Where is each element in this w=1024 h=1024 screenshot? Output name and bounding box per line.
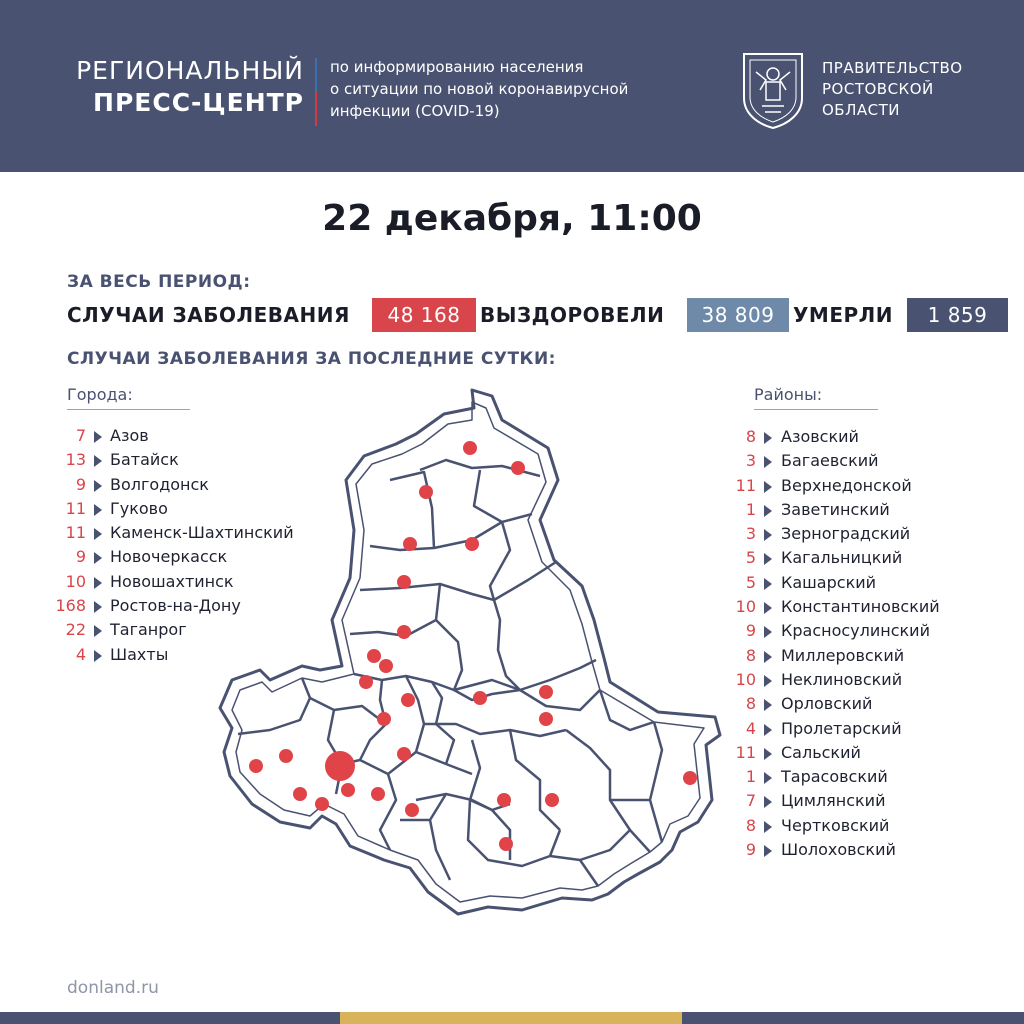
footer-bar-left	[0, 1012, 340, 1024]
city-name: Шахты	[110, 644, 169, 664]
report-date: 22 декабря, 11:00	[322, 198, 702, 239]
case-count: 3	[745, 451, 756, 471]
coat-of-arms-icon	[740, 50, 806, 130]
case-marker	[397, 625, 411, 639]
case-count: 11	[735, 742, 756, 762]
district-name: Кагальницкий	[781, 548, 903, 568]
district-item	[700, 522, 1000, 546]
description-line: инфекции (COVID-19)	[330, 102, 500, 120]
case-count: 9	[75, 547, 86, 567]
district-name: Орловский	[781, 694, 873, 714]
government-line: ОБЛАСТИ	[822, 101, 900, 119]
deaths-value-badge: 1 859	[907, 298, 1008, 332]
case-marker	[341, 783, 355, 797]
government-line: РОСТОВСКОЙ	[822, 80, 934, 98]
case-marker	[539, 685, 553, 699]
case-marker	[403, 537, 417, 551]
case-marker	[419, 485, 433, 499]
case-marker	[397, 575, 411, 589]
city-name: Ростов-на-Дону	[110, 596, 241, 616]
triangle-right-icon	[94, 504, 102, 516]
city-name: Каменск-Шахтинский	[110, 523, 294, 543]
title-line1: РЕГИОНАЛЬНЫЙ	[76, 56, 304, 85]
districts-title: Районы:	[754, 385, 823, 404]
case-count: 5	[745, 572, 756, 592]
district-item	[700, 644, 1000, 668]
case-count: 1	[745, 767, 756, 787]
case-marker	[401, 693, 415, 707]
district-item	[700, 814, 1000, 838]
case-count: 22	[65, 620, 86, 640]
triangle-right-icon	[94, 455, 102, 467]
case-count: 9	[745, 621, 756, 641]
district-name: Зерноградский	[781, 524, 911, 544]
title-line2: ПРЕСС-ЦЕНТР	[93, 88, 304, 117]
districts-rule	[754, 409, 878, 410]
district-item	[700, 595, 1000, 619]
triangle-right-icon	[94, 431, 102, 443]
triangle-right-icon	[94, 601, 102, 613]
district-name: Верхнедонской	[781, 475, 912, 495]
district-name: Тарасовский	[781, 767, 888, 787]
case-count: 8	[745, 427, 756, 446]
case-marker	[371, 787, 385, 801]
case-count: 10	[735, 597, 756, 617]
case-marker	[315, 797, 329, 811]
triangle-right-icon	[764, 772, 772, 784]
district-item	[700, 717, 1000, 741]
case-marker	[379, 659, 393, 673]
case-count: 10	[735, 669, 756, 689]
last-day-title: СЛУЧАИ ЗАБОЛЕВАНИЯ ЗА ПОСЛЕДНИЕ СУТКИ:	[67, 349, 556, 369]
triangle-right-icon	[764, 553, 772, 565]
case-count: 1	[745, 499, 756, 519]
case-count: 11	[65, 498, 86, 518]
cities-rule	[67, 409, 190, 410]
case-marker	[545, 793, 559, 807]
case-marker	[499, 837, 513, 851]
cities-title: Города:	[67, 385, 133, 404]
district-name: Сальский	[781, 742, 861, 762]
case-count: 8	[745, 645, 756, 665]
deaths-label: УМЕРЛИ	[793, 303, 893, 327]
district-name: Красносулинский	[781, 621, 930, 641]
triangle-right-icon	[764, 651, 772, 663]
triangle-right-icon	[764, 821, 772, 833]
triangle-right-icon	[94, 650, 102, 662]
case-count: 8	[745, 694, 756, 714]
triangle-right-icon	[764, 529, 772, 541]
case-marker	[325, 751, 355, 781]
triangle-right-icon	[764, 724, 772, 736]
case-count: 4	[75, 644, 86, 664]
region-map	[210, 380, 740, 920]
triangle-right-icon	[764, 699, 772, 711]
recovered-label: ВЫЗДОРОВЕЛИ	[480, 303, 665, 327]
case-marker	[405, 803, 419, 817]
district-item	[700, 474, 1000, 498]
case-count: 10	[65, 571, 86, 591]
case-marker	[279, 749, 293, 763]
triangle-right-icon	[94, 577, 102, 589]
government-line: ПРАВИТЕЛЬСТВО	[822, 59, 963, 77]
case-count: 11	[735, 475, 756, 495]
district-item	[700, 571, 1000, 595]
city-name: Гуково	[110, 498, 168, 518]
triangle-right-icon	[94, 480, 102, 492]
description-line: по информированию населения	[330, 58, 584, 76]
footer-bar-middle	[340, 1012, 682, 1024]
district-item	[700, 668, 1000, 692]
case-marker	[511, 461, 525, 475]
footer-url[interactable]: donland.ru	[67, 978, 159, 998]
case-count: 168	[55, 596, 86, 616]
triangle-right-icon	[764, 626, 772, 638]
case-count: 11	[65, 523, 86, 543]
district-item	[700, 546, 1000, 570]
district-name: Кашарский	[781, 572, 877, 592]
district-item	[700, 449, 1000, 473]
triangle-right-icon	[94, 552, 102, 564]
district-item	[700, 425, 1000, 449]
district-name: Багаевский	[781, 451, 879, 471]
triangle-right-icon	[764, 481, 772, 493]
cases-label: СЛУЧАИ ЗАБОЛЕВАНИЯ	[67, 303, 350, 327]
case-marker	[377, 712, 391, 726]
district-item	[700, 692, 1000, 716]
triangle-right-icon	[764, 796, 772, 808]
case-count: 13	[65, 450, 86, 470]
city-name: Волгодонск	[110, 474, 209, 494]
case-marker	[293, 787, 307, 801]
case-count: 8	[745, 815, 756, 835]
district-name: Заветинский	[781, 499, 890, 519]
city-name: Азов	[110, 426, 149, 445]
district-item	[700, 838, 1000, 862]
recovered-value-badge: 38 809	[687, 298, 789, 332]
district-borders	[238, 460, 662, 886]
case-marker	[465, 537, 479, 551]
triangle-right-icon	[764, 505, 772, 517]
cases-value-badge: 48 168	[372, 298, 476, 332]
district-name: Миллеровский	[781, 645, 905, 665]
district-name: Цимлянский	[781, 791, 886, 811]
government-label	[822, 58, 963, 121]
header-banner	[0, 0, 1024, 172]
city-name: Новочеркасск	[110, 547, 228, 567]
description-line: о ситуации по новой коронавирусной	[330, 80, 629, 98]
case-marker	[367, 649, 381, 663]
district-item	[700, 789, 1000, 813]
triangle-right-icon	[764, 675, 772, 687]
district-name: Пролетарский	[781, 718, 902, 738]
district-name: Чертковский	[781, 815, 890, 835]
triangle-right-icon	[764, 748, 772, 760]
case-marker	[497, 793, 511, 807]
triangle-right-icon	[94, 625, 102, 637]
case-count: 9	[745, 840, 756, 860]
case-count: 3	[745, 524, 756, 544]
case-marker	[359, 675, 373, 689]
case-count: 9	[75, 474, 86, 494]
case-marker	[473, 691, 487, 705]
district-item	[700, 498, 1000, 522]
district-item	[700, 741, 1000, 765]
case-marker	[249, 759, 263, 773]
case-marker	[683, 771, 697, 785]
triangle-right-icon	[764, 432, 772, 444]
triangle-right-icon	[94, 528, 102, 540]
case-marker	[463, 441, 477, 455]
footer-bar-right	[682, 1012, 1024, 1024]
district-name: Константиновский	[781, 597, 940, 617]
districts-list	[700, 425, 1000, 862]
district-name: Азовский	[781, 427, 859, 446]
triangle-right-icon	[764, 602, 772, 614]
press-center-title	[58, 54, 304, 118]
triangle-right-icon	[764, 845, 772, 857]
case-count: 4	[745, 718, 756, 738]
city-name: Батайск	[110, 450, 179, 470]
case-count: 7	[75, 426, 86, 445]
district-item	[700, 619, 1000, 643]
header-separator	[315, 58, 317, 126]
city-name: Новошахтинск	[110, 571, 234, 591]
case-count: 7	[745, 791, 756, 811]
period-title: ЗА ВЕСЬ ПЕРИОД:	[67, 272, 251, 292]
city-name: Таганрог	[110, 620, 187, 640]
case-marker	[539, 712, 553, 726]
district-name: Шолоховский	[781, 840, 896, 860]
district-name: Неклиновский	[781, 669, 903, 689]
case-count: 5	[745, 548, 756, 568]
triangle-right-icon	[764, 578, 772, 590]
triangle-right-icon	[764, 456, 772, 468]
district-item	[700, 765, 1000, 789]
header-description	[330, 56, 700, 122]
case-marker	[397, 747, 411, 761]
